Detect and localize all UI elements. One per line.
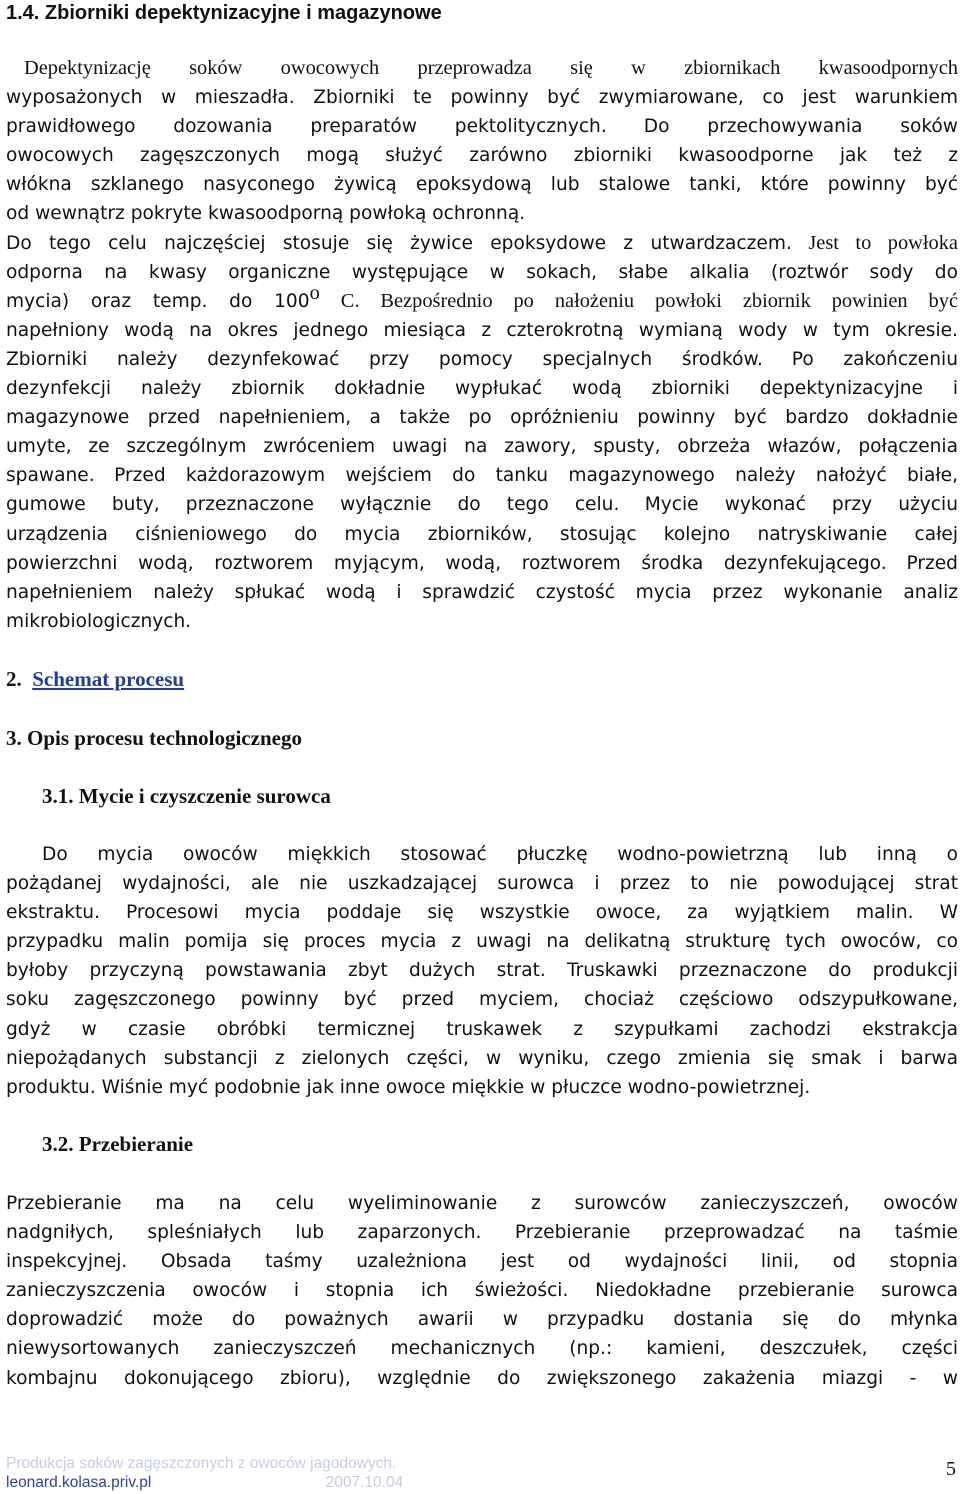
footer-date: 2007.10.04 [325, 1474, 404, 1491]
text-line: ekstraktu. Procesowi mycia poddaje się wszystkie owoce, za wyjątkiem malin. W [6, 902, 958, 924]
text-line: pożądanej wydajności, ale nie uszkadzającej surowca i przez to nie powodującej strat [6, 873, 958, 895]
text-line: Przebieranie ma na celu wyeliminowanie z surowców zanieczyszczeń, owoców [6, 1193, 958, 1214]
text-line: włókna szklanego nasyconego żywicą epoksydową lub stalowe tanki, które powinny być [6, 174, 958, 196]
text-line: gumowe buty, przeznaczone wyłącznie do tego celu. Mycie wykonać przy użyciu [6, 494, 958, 516]
text-line: Do tego celu najczęściej stosuje się żywice epoksydowe z utwardzaczem. Jest to powłoka [6, 231, 958, 254]
heading-3-2: 3.2. Przebieranie [42, 1132, 194, 1156]
footer-meta [6, 1474, 403, 1492]
heading-2: 2. Schemat procesu [6, 667, 185, 691]
text-line: mycia) oraz temp. do 100$^o$ C. Bezpośrednio po nałożeniu powłoki zbiornik powinien być [6, 281, 958, 312]
text-line: napełnieniem należy spłukać wodą i sprawdzić czystość mycia przez wykonanie analiz [6, 581, 958, 603]
text-line: powierzchni wodą, roztworem myjącym, wodą, roztworem środka dezynfekującego. Przed [6, 552, 958, 574]
schemat-procesu-link[interactable]: Schemat procesu [32, 667, 185, 691]
text-line: inspekcyjnej. Obsada taśmy uzależniona jest od wydajności linii, od stopnia [6, 1251, 958, 1273]
text-line: od wewnątrz pokryte kwasoodporną powłoką ochronną. [6, 203, 526, 225]
text-line: spawane. Przed każdorazowym wejściem do tanku magazynowego należy nałożyć białe, [6, 465, 958, 487]
page-number: 5 [946, 1458, 956, 1480]
text-line: Depektynizację soków owocowych przeprowadza się w zbiornikach kwasoodpornych [24, 57, 958, 79]
text-line: Zbiorniki należy dezynfekować przy pomocy specjalnych środków. Po zakończeniu [6, 348, 958, 370]
text-line: niepożądanych substancji z zielonych części, w wyniku, czego zmienia się smak i barwa [6, 1047, 958, 1069]
text-line: wyposażonych w mieszadła. Zbiorniki te powinny być zwymiarowane, co jest warunkiem [6, 87, 958, 109]
heading-3-1: 3.1. Mycie i czyszczenie surowca [42, 784, 331, 808]
text-line: urządzenia ciśnieniowego do mycia zbiorników, stosując kolejno natryskiwanie całej [6, 523, 958, 545]
text-line: odporna na kwasy organiczne występujące w sokach, słabe alkalia (roztwór sody do [6, 261, 958, 283]
text-line: umyte, ze szczególnym zwróceniem uwagi na zawory, spusty, obrzeża włazów, połączenia [6, 436, 958, 458]
text-line: napełniony wodą na okres jednego miesiąca z czterokrotną wymianą wody w tym okresie. [6, 319, 958, 341]
text-line: gdyż w czasie obróbki termicznej truskawek z szypułkami zachodzi ekstrakcja [6, 1018, 958, 1040]
text-line: produktu. Wiśnie myć podobnie jak inne owoce miękkie w płuczce wodno-powietrznej. [6, 1076, 811, 1098]
section-title: 1.4. Zbiorniki depektynizacyjne i magazynowe [6, 2, 442, 24]
text-line: doprowadzić może do poważnych awarii w przypadku dostania się do młynka [6, 1309, 958, 1331]
text-line: magazynowe przed napełnieniem, a także po opróżnieniu powinny być bardzo dokładnie [6, 407, 958, 429]
footer-site-link[interactable]: leonard.kolasa.priv.pl [6, 1474, 152, 1491]
text-line: przypadku malin pomija się proces mycia z uwagi na delikatną strukturę tych owoców, co [6, 931, 958, 953]
text-line: niewysortowanych zanieczyszczeń mechanicznych (np.: kamieni, deszczułek, części [6, 1338, 958, 1360]
text-line: zanieczyszczenia owoców i stopnia ich świeżości. Niedokładne przebieranie surowca [6, 1280, 958, 1302]
text-line: kombajnu dokonującego zbioru), względnie do zwiększonego zakażenia miazgi - w [6, 1367, 958, 1389]
text-line: prawidłowego dozowania preparatów pektolitycznych. Do przechowywania soków [6, 116, 959, 138]
text-line: owocowych zagęszczonych mogą służyć zarówno zbiorniki kwasoodporne jak też z [6, 145, 958, 167]
heading-3: 3. Opis procesu technologicznego [6, 726, 302, 750]
paragraph-sorting [6, 1189, 958, 1393]
text-line: mikrobiologicznych. [6, 610, 192, 632]
paragraph-washing [6, 840, 958, 1102]
text-line: nadgniłych, spleśniałych lub zaparzonych. Przebieranie przeprowadzać na taśmie [6, 1222, 958, 1244]
text-line: soku zagęszczonego powinny być przed myciem, chociaż częściowo odszypułkowane, [6, 989, 958, 1011]
paragraph-tanks [6, 54, 958, 636]
text-line: byłoby przyczyną powstawania zbyt dużych strat. Truskawki przeznaczone do produkcji [6, 960, 958, 982]
text-line: Do mycia owoców miękkich stosować płuczkę wodno-powietrzną lub inną o [42, 844, 958, 865]
footer-title: Produkcja soków zagęszczonych z owoców jagodowych. [6, 1455, 397, 1472]
text-line: dezynfekcji należy zbiornik dokładnie wypłukać wodą zbiorniki depektynizacyjne i [6, 378, 958, 400]
